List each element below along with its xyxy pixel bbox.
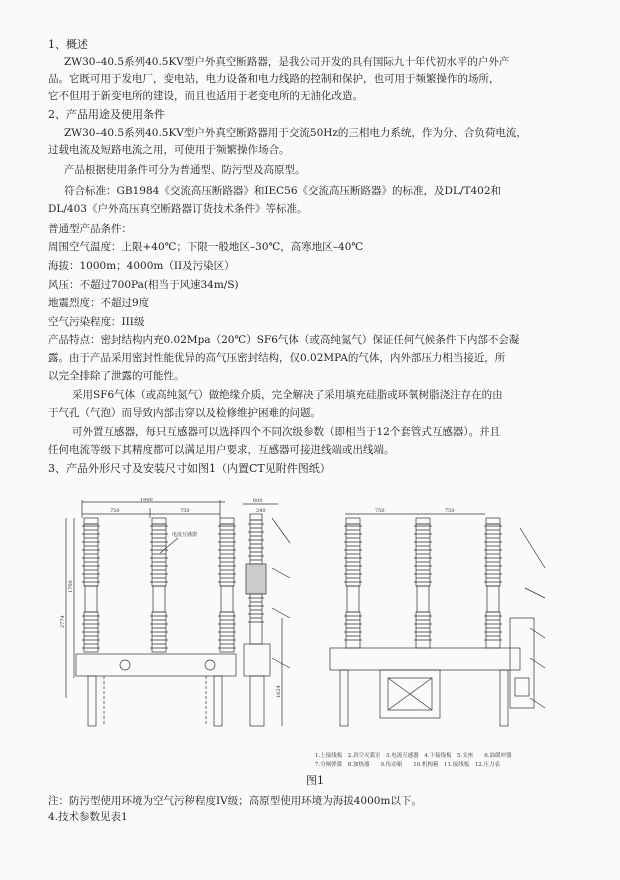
section-3-heading: 3、产品外形尺寸及安装尺寸如图1（内置CT见附件图纸） bbox=[48, 462, 331, 475]
condition-earthquake: 地震烈度：不超过9度 bbox=[48, 297, 150, 309]
feature-line-2: 露。由于产品采用密封性能优异的高气压密封结构，仅0.02MPA的气体，内外部压力相当接近，所 bbox=[48, 352, 506, 364]
side-view bbox=[243, 498, 290, 726]
feature-line-3: 以完全排除了泄露的可能性。 bbox=[48, 370, 185, 382]
feature-line-7: 任何电流等级下其精度都可以满足用户要求，互感器可接进线端或出线端。 bbox=[48, 444, 395, 456]
condition-altitude: 海拔：1000m；4000m（II及污染区） bbox=[48, 260, 235, 272]
section-1-line-1: ZW30–40.5系列40.5KV型户外真空断路器，是我公司开发的具有国际九十年代初水平的户外产 bbox=[64, 56, 510, 68]
dim-front-total: 1900 bbox=[140, 498, 153, 503]
condition-temperature: 周围空气温度：上限+40℃；下限一般地区–30℃，高寒地区–40℃ bbox=[48, 241, 364, 253]
legend-row-1: 1.上接线板 2.真空灭弧室 3.电流互感器 4.下接线板 5.支座 6.油缓冲器 bbox=[315, 753, 512, 759]
condition-pollution: 空气污染程度：III级 bbox=[48, 316, 145, 328]
figure-caption: 图1 bbox=[306, 774, 324, 787]
legend-row-2: 7.分闸弹簧 8.加热器 9.传动箱 10.机构箱 11.接线板 12.压力表 bbox=[315, 762, 500, 768]
feature-line-5: 于气孔（气泡）而导致内部击穿以及检修维护困难的问题。 bbox=[48, 407, 321, 419]
section-1-line-3: 它不但用于新变电所的建设，而且也适用于老变电所的无油化改造。 bbox=[48, 90, 363, 102]
label-current-transformer: 电流互感器 bbox=[172, 532, 198, 538]
dim-right-b: 750 bbox=[445, 508, 455, 514]
feature-line-1: 产品特点：密封结构内充0.02Mpa（20℃）SF6气体（或高纯氮气）保证任何气候条件下内部不会凝 bbox=[48, 334, 520, 346]
right-view bbox=[330, 508, 545, 726]
section-2-line-1: ZW30–40.5系列40.5KV型户外真空断路器用于交流50Hz的三相电力系统，作为分、合负荷电流， bbox=[64, 127, 527, 139]
section-1-heading: 1、概述 bbox=[48, 38, 88, 51]
figure-1-drawing bbox=[60, 498, 555, 766]
section-2-line-3: 产品根据使用条件可分为普通型、防污型及高原型。 bbox=[64, 164, 306, 176]
section-2-heading: 2、产品用途及使用条件 bbox=[48, 108, 165, 121]
condition-wind: 风压：不超过700Pa(相当于风速34m/S) bbox=[48, 279, 239, 291]
dim-side-top: 600 bbox=[253, 498, 263, 504]
feature-line-4: 采用SF6气体（或高纯氮气）做绝缘介质，完全解决了采用填充硅脂或环氧树脂浇注存在的由 bbox=[72, 389, 503, 401]
dim-front-a: 750 bbox=[110, 508, 120, 514]
section-2-line-2: 过载电流及短路电流之用，可使用于频繁操作场合。 bbox=[48, 144, 290, 156]
dim-front-h1: 1700 bbox=[68, 580, 74, 593]
section-1-line-2: 品。它既可用于发电厂，变电站，电力设备和电力线路的控制和保护，也可用于频繁操作的场所， bbox=[48, 73, 500, 85]
conditions-heading: 普通型产品条件： bbox=[48, 223, 132, 235]
dim-side-height: 1624 bbox=[276, 685, 282, 698]
feature-line-6: 可外置互感器，每只互感器可以选择四个不同次级参数（即相当于12个套管式互感器）。并且 bbox=[72, 426, 501, 438]
section-4-heading: 4.技术参数见表1 bbox=[48, 811, 128, 823]
section-2-line-4: 符合标准：GB1984《交流高压断路器》和IEC56《交流高压断路器》的标准，及DL/T402和 bbox=[64, 185, 502, 197]
front-view bbox=[60, 498, 236, 726]
dim-front-b: 750 bbox=[180, 508, 190, 514]
dim-right-a: 750 bbox=[375, 508, 385, 514]
note-line: 注：防污型使用环境为空气污秽程度IV级；高原型使用环境为海拔4000m以下。 bbox=[48, 795, 422, 807]
dim-side-mid: 240 bbox=[256, 508, 266, 514]
section-2-line-5: DL/403《户外高压真空断路器订货技术条件》等标准。 bbox=[48, 203, 308, 215]
dim-front-h2: 2774 bbox=[60, 615, 66, 628]
